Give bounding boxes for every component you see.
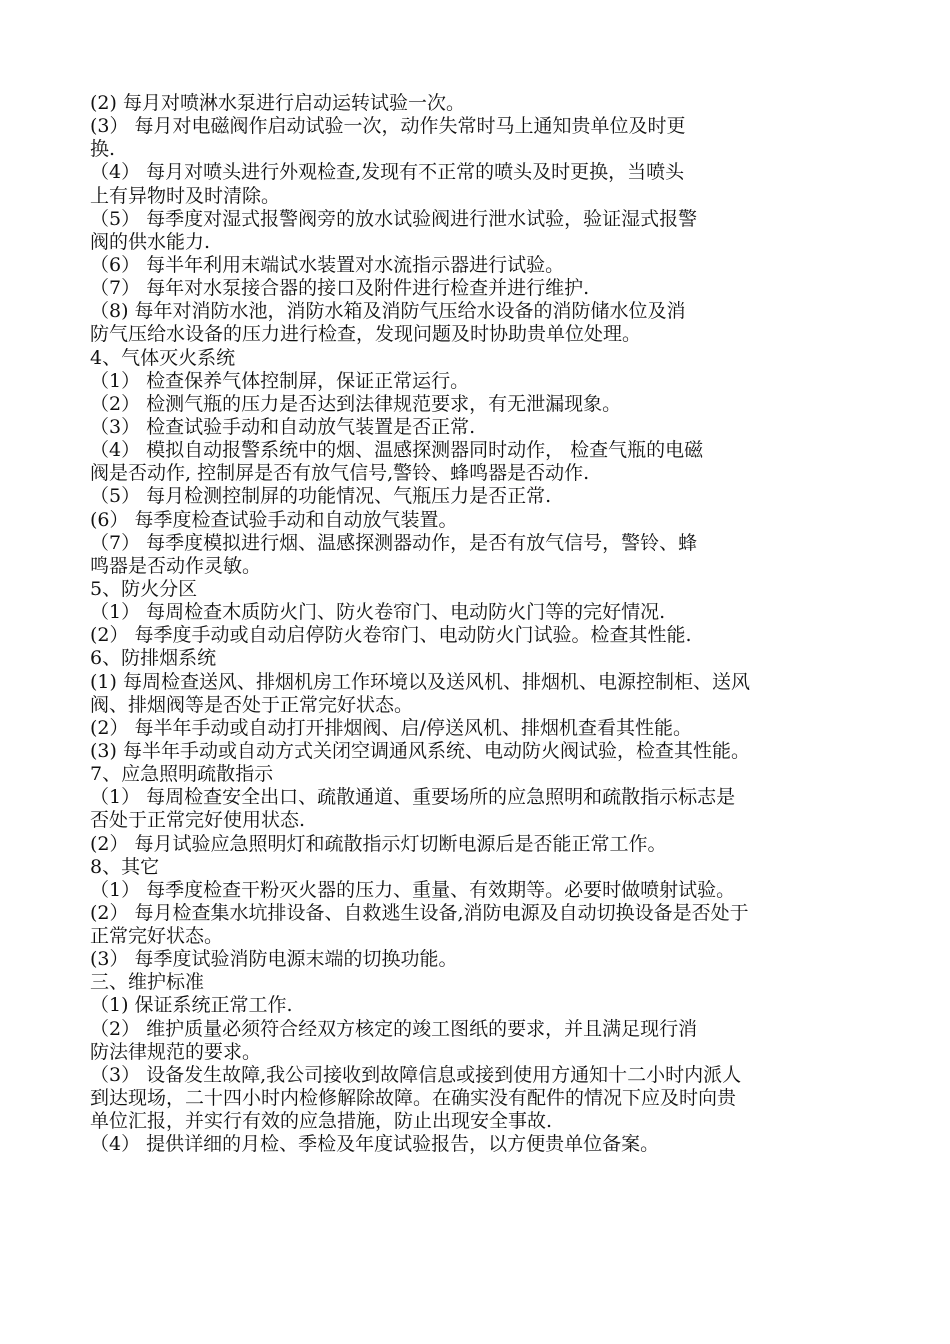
text-line: （1） 检查保养气体控制屏，保证正常运行。 [90,369,470,392]
text-line: 单位汇报，并实行有效的应急措施，防止出现安全事故. [90,1110,553,1133]
text-line: 换. [90,138,116,161]
text-line: 7、应急照明疏散指示 [90,763,274,786]
text-line: 三、维护标准 [90,971,205,994]
text-line: 6、防排烟系统 [90,647,217,670]
text-line: 防气压给水设备的压力进行检查，发现问题及时协助贵单位处理。 [90,323,642,346]
text-line: (2） 每月检查集水坑排设备、自救逃生设备,消防电源及自动切换设备是否处于 [90,901,749,924]
text-line: 阀是否动作, 控制屏是否有放气信号,警铃、蜂鸣器是否动作. [90,462,590,485]
text-line: (1) 每周检查送风、排烟机房工作环境以及送风机、排烟机、电源控制柜、送风 [90,670,750,693]
text-line: (2） 每半年手动或自动打开排烟阀、启/停送风机、排烟机查看其性能。 [90,716,692,739]
text-line: 上有异物时及时清除。 [90,184,281,207]
text-line: 阀、排烟阀等是否处于正常完好状态。 [90,693,414,716]
text-line: 否处于正常完好使用状态. [90,809,306,832]
text-line: (2) 每月对喷淋水泵进行启动运转试验一次。 [90,92,465,114]
text-line: （3） 检查试验手动和自动放气装置是否正常. [90,415,476,438]
text-line: 鸣器是否动作灵敏。 [90,554,262,577]
text-line: （1） 每周检查安全出口、疏散通道、重要场所的应急照明和疏散指示标志是 [90,786,736,809]
text-line: (3） 每月对电磁阀作启动试验一次，动作失常时马上通知贵单位及时更 [90,115,686,138]
text-line: 阀的供水能力. [90,230,211,253]
text-line: （5） 每季度对湿式报警阀旁的放水试验阀进行泄水试验，验证湿式报警 [90,207,698,230]
text-line: （1） 每季度检查干粉灭火器的压力、重量、有效期等。必要时做喷射试验。 [90,878,736,901]
text-line: 5、防火分区 [90,577,198,600]
text-line: (2） 每月试验应急照明灯和疏散指示灯切断电源后是否能正常工作。 [90,832,667,855]
text-line: （2） 检测气瓶的压力是否达到法律规范要求，有无泄漏现象。 [90,392,622,415]
text-line: （4） 模拟自动报警系统中的烟、温感探测器同时动作， 检查气瓶的电磁 [90,439,704,462]
text-line: (2） 每季度手动或自动启停防火卷帘门、电动防火门试验。检查其性能. [90,624,692,647]
document-body [90,92,870,1156]
text-line: （3） 设备发生故障,我公司接收到故障信息或接到使用方通知十二小时内派人 [90,1063,742,1086]
text-line: （6） 每半年利用末端试水装置对水流指示器进行试验。 [90,253,565,276]
text-line: (3) 每半年手动或自动方式关闭空调通风系统、电动防火阀试验，检查其性能。 [90,739,750,762]
text-line: 正常完好状态。 [90,925,224,948]
text-line: 到达现场，二十四小时内检修解除故障。在确实没有配件的情况下应及时向贵 [90,1087,737,1110]
text-line: (3） 每季度试验消防电源末端的切换功能。 [90,948,458,971]
text-line: （5） 每月检测控制屏的功能情况、气瓶压力是否正常. [90,485,552,508]
text-line: （2） 维护质量必须符合经双方核定的竣工图纸的要求，并且满足现行消 [90,1017,698,1040]
text-line: 8、其它 [90,855,160,878]
text-line: （4） 每月对喷头进行外观检查,发现有不正常的喷头及时更换，当喷头 [90,161,685,184]
text-line: 4、气体灭火系统 [90,346,236,369]
text-line: （7） 每季度模拟进行烟、温感探测器动作，是否有放气信号，警铃、蜂 [90,531,698,554]
text-line: 防法律规范的要求。 [90,1040,262,1063]
text-line: （1) 保证系统正常工作. [90,994,293,1017]
text-line: （1） 每周检查木质防火门、防火卷帘门、电动防火门等的完好情况. [90,601,666,624]
text-line: (6） 每季度检查试验手动和自动放气装置。 [90,508,458,531]
text-line: （7） 每年对水泵接合器的接口及附件进行检查并进行维护. [90,277,590,300]
text-line: （4） 提供详细的月检、季检及年度试验报告，以方便贵单位备案。 [90,1133,660,1156]
text-line: （8) 每年对消防水池，消防水箱及消防气压给水设备的消防储水位及消 [90,300,686,323]
